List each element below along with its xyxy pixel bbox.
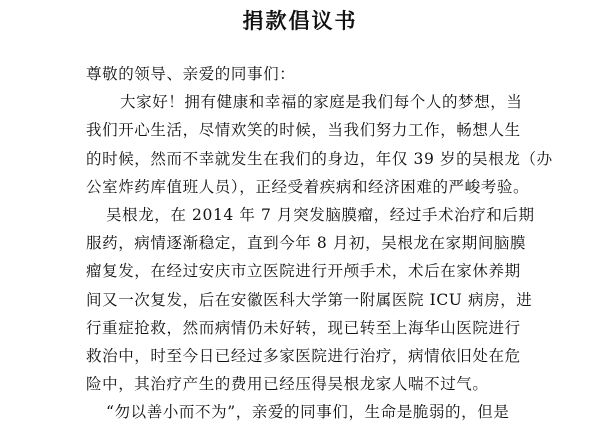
document-body — [86, 60, 558, 426]
salutation-line: 尊敬的领导、亲爱的同事们： — [86, 65, 296, 83]
paragraph-line: 救治中，时至今日已经过多家医院进行治疗，病情依旧处在危 — [86, 346, 521, 365]
paragraph-line: 行重症抢救，然而病情仍未好转，现已转至上海华山医院进行 — [86, 318, 521, 337]
paragraph-line: 的时候，然而不幸就发生在我们的身边，年仅 39 岁的吴根龙（办 — [86, 149, 553, 168]
document-title: 捐款倡议书 — [242, 9, 358, 33]
paragraph-line: 间又一次复发，后在安徽医科大学第一附属医院 ICU 病房，进 — [86, 290, 533, 309]
paragraph-line: 我们开心生活，尽情欢笑的时候，当我们努力工作，畅想人生 — [86, 121, 521, 140]
paragraph-line: 服药，病情逐渐稳定，直到今年 8 月初，吴根龙在家期间脑膜 — [86, 234, 527, 253]
paragraph-line: 吴根龙，在 2014 年 7 月突发脑膜瘤，经过手术治疗和后期 — [106, 205, 535, 224]
paragraph-line: 大家好！拥有健康和幸福的家庭是我们每个人的梦想，当 — [120, 93, 523, 112]
paragraph-line: 公室炸药库值班人员），正经受着疾病和经济困难的严峻考验。 — [86, 177, 530, 196]
paragraph-line: 瘤复发，在经过安庆市立医院进行开颅手术，术后在家休养期 — [86, 262, 521, 281]
paragraph-line: 险中，其治疗产生的费用已经压得吴根龙家人喘不过气。 — [86, 375, 489, 394]
paragraph-line: “勿以善小而不为”，亲爱的同事们，生命是脆弱的，但是 — [106, 403, 510, 422]
